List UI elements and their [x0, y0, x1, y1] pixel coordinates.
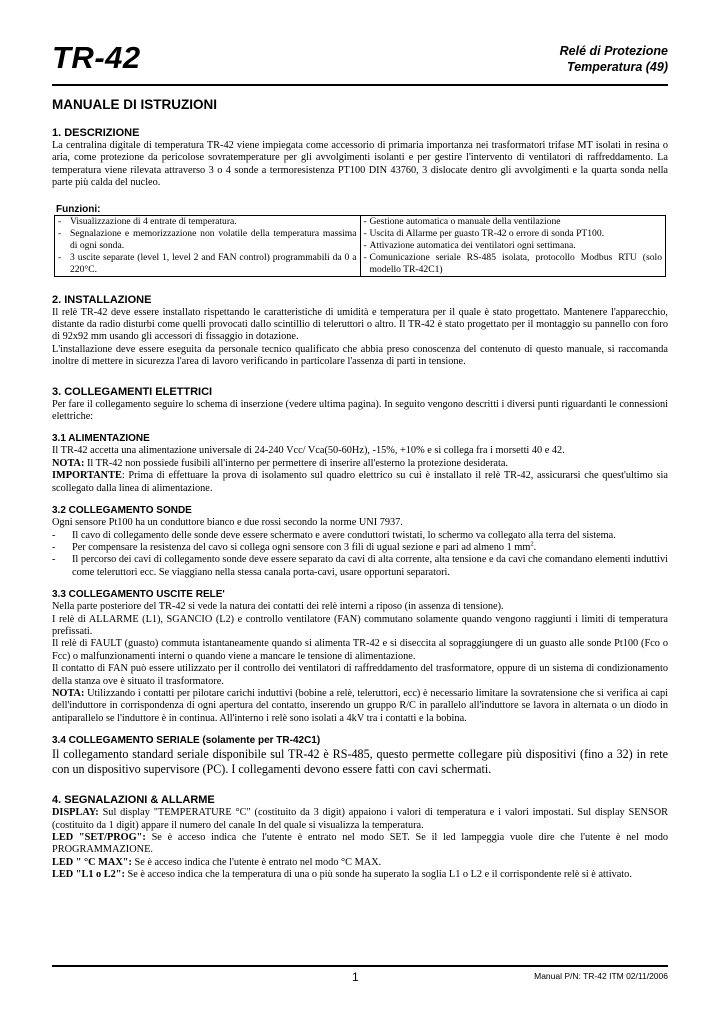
header-divider — [52, 84, 668, 86]
sonde-text: Ogni sensore Pt100 ha un conduttore bianco e due rossi secondo la norme UNI 7937. — [52, 517, 403, 529]
list-item: - Il cavo di collegamento delle sonde deve essere schermato e avere conduttori twistati, lo schermo va collegato alla terra del sistema. — [52, 529, 616, 541]
functions-table — [54, 215, 666, 277]
manual-title: MANUALE DI ISTRUZIONI — [52, 97, 217, 112]
descrizione-text: La centralina digitale di temperatura TR-42 viene impiegata come accessorio di primaria importanza nei trasformatori trifase MT isolati in resina o aria, come protezione da pericolose sovratemperature per gli avvolgimenti isolanti e per gestire l'intervento di ventilatori di raffreddamento. La temperatura viene rilevata attraverso 3 o 4 sonde a termoresistenza PT100 DIN 43760, 3 dislocate dentro gli avvolgimenti e la quarta sonda nella parte più calda del nucleo. — [52, 140, 668, 189]
functions-label: Funzioni: — [56, 203, 101, 215]
product-title: TR-42 — [52, 40, 141, 75]
subsection-heading-alimentazione: 3.1 ALIMENTAZIONE — [52, 433, 150, 445]
seriale-text: Il collegamento standard seriale disponibile sul TR-42 è RS-485, questo permette collegare più dispositivi (fino a 32) in rete con un dispositivo supervisore (PC). I collegamenti devono essere fatti con cavi schermati. — [52, 747, 668, 777]
section-heading-installazione: 2. INSTALLAZIONE — [52, 293, 152, 306]
display-description: DISPLAY: Sul display "TEMPERATURE °C" (costituito da 3 digit) appaiono i valori di temperatura e i valori impostati. Sul display SENSOR (costituito da 1 digit) appare il numero del canale In del quale si visualizza la temperatura. — [52, 807, 668, 831]
manual-body — [52, 97, 668, 882]
subsection-heading-sonde: 3.2 COLLEGAMENTO SONDE — [52, 505, 192, 517]
alimentazione-text: Il TR-42 accetta una alimentazione universale di 24-240 Vcc/ Vca(50-60Hz), -15%, +10% e si collega fra i morsetti 40 e 42. — [52, 445, 565, 457]
subtitle-line-2: Temperatura (49) — [567, 60, 668, 74]
function-item: - Gestione automatica o manuale della ventilazione — [363, 215, 561, 227]
document-reference: Manual P/N: TR-42 ITM 02/11/2006 — [534, 971, 668, 981]
uscite-paragraph-1: Nella parte posteriore del TR-42 si vede la natura dei contatti dei relè interni a riposo (in assenza di tensione). — [52, 601, 504, 613]
function-item: - 3 uscite separate (level 1, level 2 and FAN control) programmabili da 0 a 220°C. — [58, 251, 357, 275]
function-item: - Segnalazione e memorizzazione non volatile della temperatura massima di ogni sonda. — [58, 227, 357, 251]
function-item: - Comunicazione seriale RS-485 isolata, protocollo Modbus RTU (solo modello TR-42C1) — [363, 251, 662, 275]
product-subtitle — [560, 43, 668, 75]
function-item: - Attivazione automatica dei ventilatori ogni settimana. — [363, 239, 576, 251]
list-item: - Per compensare la resistenza del cavo si collega ogni sensore con 3 fili di ugual sezione e pari ad almeno 1 $mm^2$. — [52, 540, 537, 553]
subsection-heading-seriale: 3.4 COLLEGAMENTO SERIALE (solamente per TR-42C1) — [52, 735, 321, 747]
collegamenti-intro: Per fare il collegamento seguire lo schema di inserzione (vedere ultima pagina). In seguito vengono descritti i diversi punti riguardanti le connessioni elettriche: — [52, 398, 668, 423]
section-heading-collegamenti: 3. COLLEGAMENTI ELETTRICI — [52, 385, 213, 398]
installazione-paragraph-2: L'installazione deve essere eseguita da personale tecnico qualificato che abbia preso conoscenza del contenuto di questo manuale, si raccomanda inoltre di mettere in sicurezza l'area di lavoro verificando in particolare l'assenza di parti in tensione. — [52, 343, 668, 368]
section-heading-segnalazioni: 4. SEGNALAZIONI & ALLARME — [52, 794, 215, 807]
led-set-prog-description: LED "SET/PROG": Se è acceso indica che l'utente è entrato nel modo SET. Se il led lampeggia vuole dire che l'utente è nel modo PROGRAMMAZIONE. — [52, 832, 668, 856]
alimentazione-nota: NOTA: Il TR-42 non possiede fusibili all'interno per permettere di inserire all'esterno la protezione desiderata. — [52, 457, 508, 469]
function-item: - Visualizzazione di 4 entrate di temperatura. — [58, 215, 237, 227]
section-heading-descrizione: 1. DESCRIZIONE — [52, 127, 140, 139]
function-item: - Uscita di Allarme per guasto TR-42 o errore di sonda PT100. — [363, 227, 605, 239]
led-l1-l2-description: LED "L1 o L2": Se è acceso indica che la temperatura di una o più sonde ha superato la soglia L1 o L2 e il corrispondente relè si è attivato. — [52, 869, 632, 881]
footer-divider — [52, 965, 668, 967]
alimentazione-importante: IMPORTANTE: Prima di effettuare la prova di isolamento sul quadro elettrico su cui è installato il relè TR-42, assicurarsi che quest'ultimo sia scollegato dalla linea di alimentazione. — [52, 470, 668, 494]
functions-left-cell — [55, 215, 361, 276]
page-number: 1 — [352, 970, 359, 984]
sonde-list — [52, 530, 668, 580]
led-c-max-description: LED " °C MAX": Se è acceso indica che l'utente è entrato nel modo °C MAX. — [52, 856, 382, 868]
list-item: - Il percorso dei cavi di collegamento sonde deve essere separato da cavi di alta corrente, alta tensione e da cavi che comandano elementi induttivi come teleruttori ecc. Se viaggiano nella stessa canala porta-cavi, usare opportuni separatori. — [52, 554, 668, 578]
subsection-heading-uscite-rele: 3.3 COLLEGAMENTO USCITE RELE' — [52, 589, 225, 601]
functions-right-cell — [360, 215, 666, 276]
uscite-paragraph-2: I relè di ALLARME (L1), SGANCIO (L2) e controllo ventilatore (FAN) commutano solamente quando vengono raggiunti i limiti di temperatura prefissati. — [52, 613, 668, 637]
subtitle-line-1: Relé di Protezione — [559, 44, 668, 58]
uscite-paragraph-3: Il relè di FAULT (guasto) commuta istantaneamente quando si alimenta TR-42 e si diseccita al sopraggiungere di un guasto alle sonde Pt100 (Fco o Fcc) o malfunzionamenti interni o quando viene a mancare le tensione di alimentazione. — [52, 638, 668, 662]
installazione-paragraph-1: Il relè TR-42 deve essere installato rispettando le caratteristiche di umidità e temperatura per il quale è stato progettato. Mantenere l'apparecchio, distante da radio disturbi come quelli provocati dallo scintillio di teleruttori o altro. Il TR-42 è stato progettato per il montaggio su pannello con foro di 92x92 mm usando gli accessori di fissaggio in dotazione. — [52, 306, 668, 343]
uscite-nota: NOTA: Utilizzando i contatti per pilotare carichi induttivi (bobine a relè, teleruttori, ecc) è necessario limitare la sovratensione che si verifica ai capi dell'induttore in corrispondenza di ogni apertura del contatto, inserendo un gruppo R/C in parallelo all'induttore se lavora in alternata o un diodo in antiparallelo se l'induttore è in continua. All'interno i relè sono isolati a 4kV tra i contatti e la bobina. — [52, 687, 668, 724]
uscite-paragraph-4: Il contatto di FAN può essere utilizzato per il controllo dei ventilatori di raffreddamento del trasformatore, oppure di un sistema di condizionamento della stanza ove è situato il trasformatore. — [52, 663, 668, 687]
